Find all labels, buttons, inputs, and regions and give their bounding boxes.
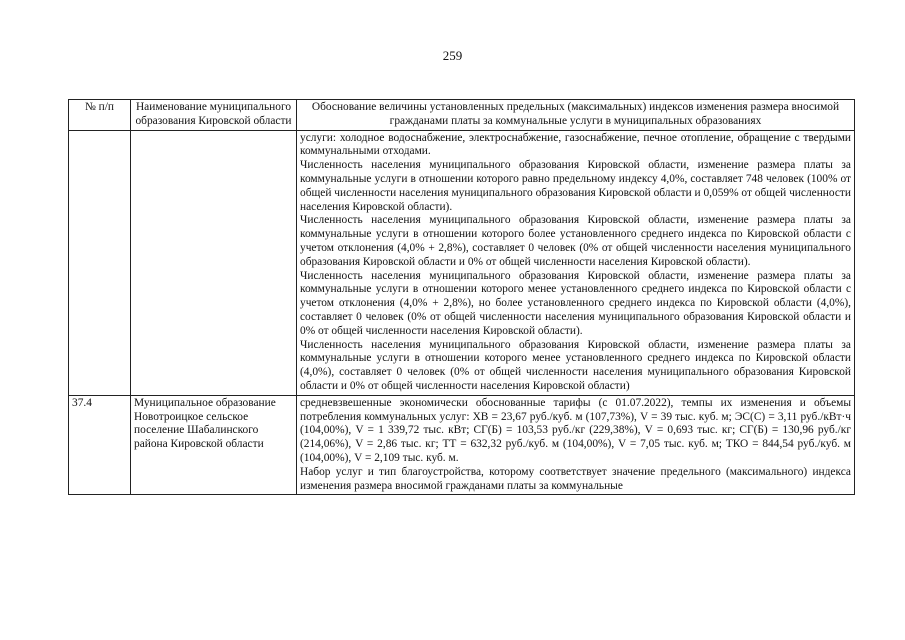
header-name: Наименование муниципального образования Кировской области <box>131 100 297 131</box>
row-justification <box>297 130 855 395</box>
header-justification: Обоснование величины установленных предельных (максимальных) индексов изменения размера вносимой гражданами платы за коммунальные услуги в муниципальных образованиях <box>297 100 855 131</box>
indices-table <box>68 99 855 495</box>
paragraph: Численность населения муниципального образования Кировской области, изменение размера платы за коммунальные услуги в отношении которого менее установленного среднего индекса по Кировской области (4,0%), составляет 0 человек (0% от общей численности населения муниципального образования Кировской области и 0% от общей численности населения Кировской области) <box>300 338 851 392</box>
paragraph: средневзвешенные экономически обоснованные тарифы (с 01.07.2022), темпы их изменения и объемы потребления коммунальных услуг: ХВ = 23,67 руб./куб. м (107,73%), V = 39 тыс. куб. м; ЭС(С) = 3,11 руб./кВт·ч (104,00%), V = 1 339,72 тыс. кВт; СГ(Б) = 103,53 руб./кг (229,38%), V = 0,693 тыс. кг; СГ(Б) = 130,96 руб./кг (214,06%), V = 2,86 тыс. кг; ТТ = 632,32 руб./куб. м (104,00%), V = 7,05 тыс. куб. м; ТКО = 844,54 руб./куб. м (104,00%), V = 2,109 тыс. куб. м. <box>300 396 851 464</box>
header-num: № п/п <box>69 100 131 131</box>
row-name: Муниципальное образование Новотроицкое сельское поселение Шабалинского района Кировской области <box>131 395 297 495</box>
row-name <box>131 130 297 395</box>
table-row <box>69 395 855 495</box>
row-justification <box>297 395 855 495</box>
row-num <box>69 130 131 395</box>
paragraph: Численность населения муниципального образования Кировской области, изменение размера платы за коммунальные услуги в отношении которого менее установленного среднего индекса по Кировской области с учетом отклонения (4,0% + 2,8%), но более установленного среднего индекса по Кировской области (4,0%), составляет 0 человек (0% от общей численности населения муниципального образования Кировской области и 0% от общей численности населения Кировской области). <box>300 269 851 337</box>
paragraph: Набор услуг и тип благоустройства, которому соответствует значение предельного (максимального) индекса изменения размера вносимой гражданами платы за коммунальные <box>300 465 851 492</box>
table-row <box>69 130 855 395</box>
paragraph: Численность населения муниципального образования Кировской области, изменение размера платы за коммунальные услуги в отношении которого равно предельному индексу 4,0%, составляет 748 человек (100% от общей численности населения муниципального образования Кировской области и 0,059% от общей численности населения Кировской области). <box>300 159 851 213</box>
page-number: 259 <box>442 48 463 63</box>
table-header-row <box>69 100 855 131</box>
row-num: 37.4 <box>69 395 131 495</box>
paragraph: услуги: холодное водоснабжение, электроснабжение, газоснабжение, печное отопление, обращение с твердыми коммунальными отходами. <box>300 131 851 158</box>
paragraph: Численность населения муниципального образования Кировской области, изменение размера платы за коммунальные услуги в отношении которого более установленного среднего индекса по Кировской области с учетом отклонения (4,0% + 2,8%), составляет 0 человек (0% от общей численности населения муниципального образования Кировской области и 0% от общей численности населения Кировской области). <box>300 214 851 268</box>
